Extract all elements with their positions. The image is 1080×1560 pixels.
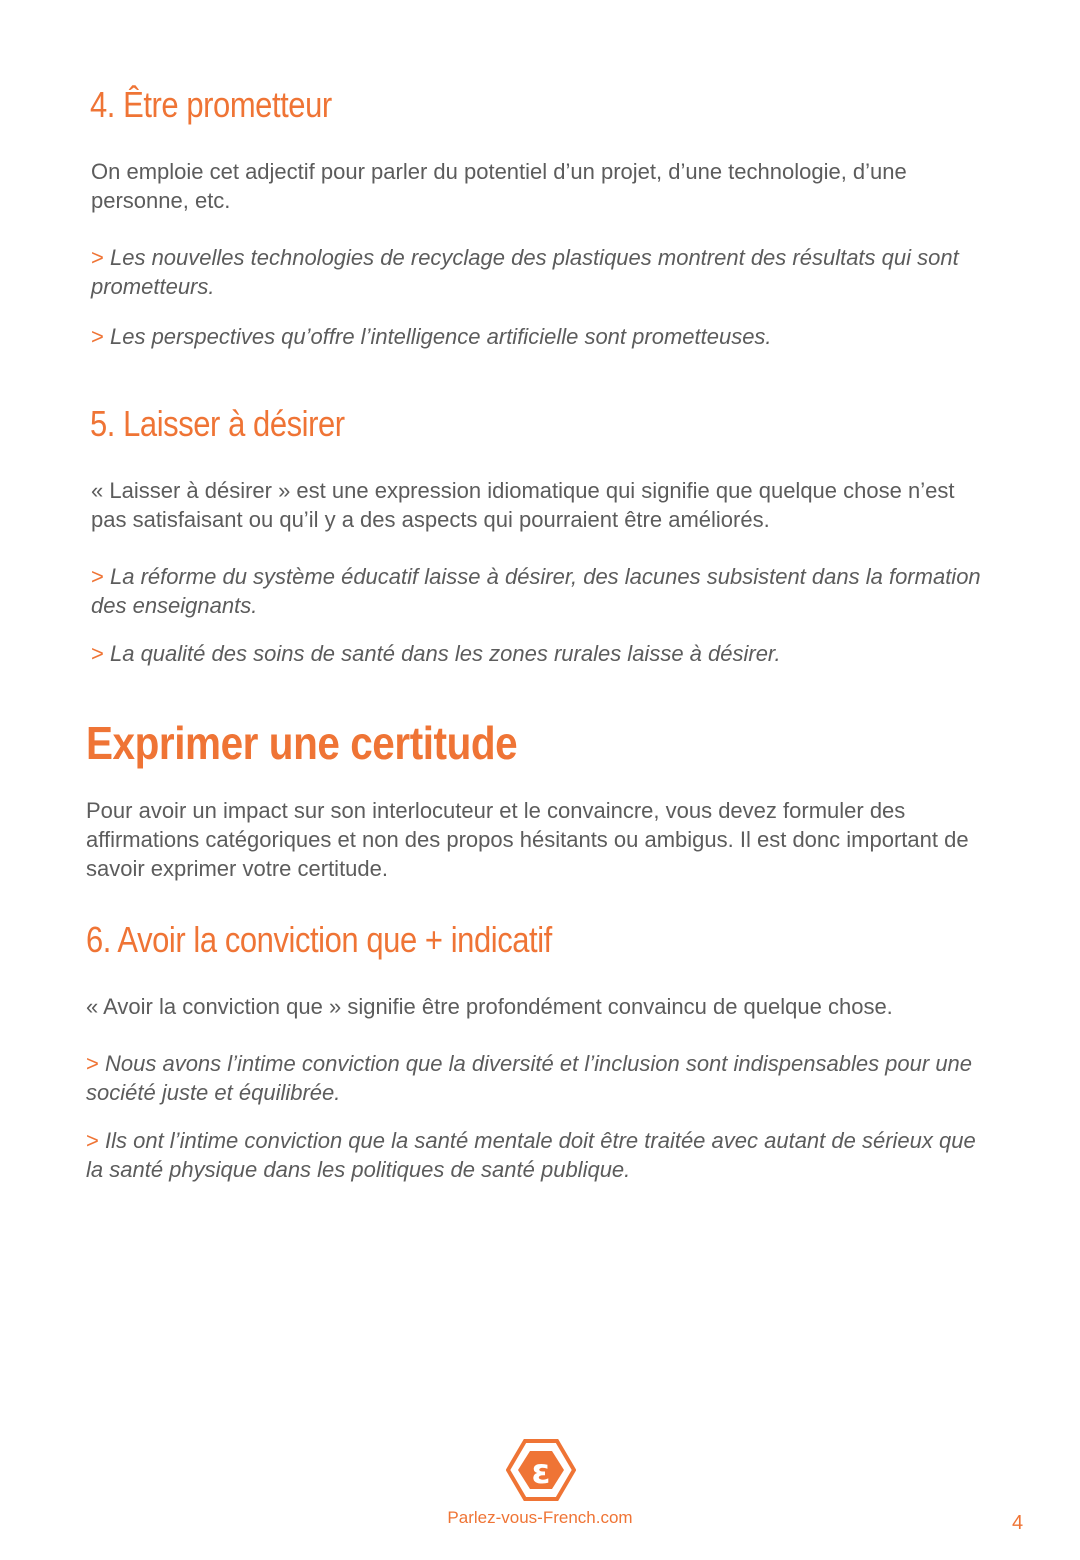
chapter-title: Exprimer une certitude [86,717,518,769]
section-intro-5: « Laisser à désirer » est une expression idiomatique qui signifie que quelque chose n’est pas satisfaisant ou qu’il y a des aspects qui pourraient être améliorés. [91,478,955,532]
example-5-1 [91,562,996,620]
chapter-intro: Pour avoir un impact sur son interlocuteur et le convaincre, vous devez formuler des affirmations catégoriques et non des propos hésitants ou ambigus. Il est donc important de savoir exprimer votre certitude. [86,798,969,881]
example-marker: > [91,245,104,270]
section-intro-4: On emploie cet adjectif pour parler du potentiel d’un projet, d’une technologie, d’une personne, etc. [91,159,907,213]
example-text: Nous avons l’intime conviction que la diversité et l’inclusion sont indispensables pour une société juste et équilibrée. [86,1051,973,1105]
example-marker: > [91,324,104,349]
logo-letter: ε [531,1452,551,1492]
example-text: La réforme du système éducatif laisse à désirer, des lacunes subsistent dans la formation des enseignants. [91,564,981,618]
example-text: Ils ont l’intime conviction que la santé mentale doit être traitée avec autant de sérieux que la santé physique dans les politiques de santé publique. [86,1128,976,1182]
example-marker: > [86,1051,99,1076]
example-marker: > [86,1128,99,1153]
section-intro-6: « Avoir la conviction que » signifie être profondément convaincu de quelque chose. [86,994,893,1019]
section-heading-6: 6. Avoir la conviction que + indicatif [86,919,552,960]
example-marker: > [91,564,104,589]
example-4-2 [91,322,996,351]
example-4-1 [91,243,996,301]
example-marker: > [91,641,104,666]
page-number: 4 [1012,1512,1024,1534]
epsilon-hexagon-logo-icon [506,1438,576,1502]
example-6-2 [86,1126,991,1184]
example-text: Les perspectives qu’offre l’intelligence artificielle sont prometteuses. [109,324,772,349]
footer-website: Parlez-vous-French.com [447,1508,633,1527]
example-6-1 [86,1049,991,1107]
example-5-2 [91,639,996,668]
example-text: Les nouvelles technologies de recyclage des plastiques montrent des résultats qui sont prometteurs. [91,245,959,299]
section-heading-4: 4. Être prometteur [90,84,332,125]
section-heading-5: 5. Laisser à désirer [90,403,345,444]
example-text: La qualité des soins de santé dans les zones rurales laisse à désirer. [109,641,781,666]
